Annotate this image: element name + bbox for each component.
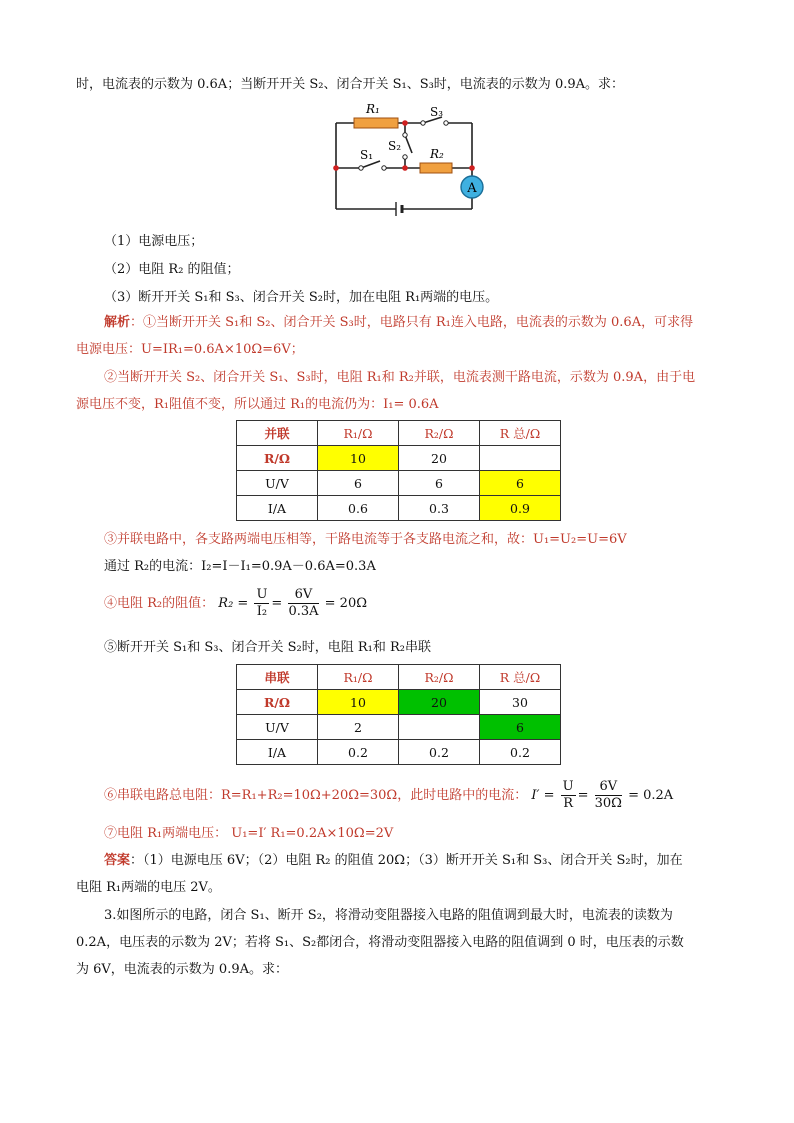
table-cell: 2	[318, 715, 399, 740]
table-cell	[399, 715, 480, 740]
answer-label: 答案	[104, 853, 131, 868]
table-header: R₂/Ω	[399, 421, 480, 446]
formula-result: = 0.2A	[628, 788, 674, 803]
table-cell: U/V	[237, 715, 318, 740]
table-cell: 20	[399, 446, 480, 471]
parallel-table	[236, 420, 561, 521]
label-r1: R₁	[366, 102, 380, 116]
analysis-label: 解析	[104, 315, 131, 330]
table-header: R₁/Ω	[318, 665, 399, 690]
intro-line: 时，电流表的示数为 0.6A；当断开开关 S₂、闭合开关 S₁、S₃时，电流表的示数为 0.9A。求：	[76, 77, 625, 92]
formula-prefix: ⑥串联电路总电阻：R=R₁+R₂=10Ω+20Ω=30Ω，此时电路中的电流：	[104, 788, 528, 803]
table-cell: 6	[480, 471, 561, 496]
table-header: R₁/Ω	[318, 421, 399, 446]
table-cell: 0.2	[399, 740, 480, 765]
analysis-line-1	[104, 313, 693, 333]
problem3-line-1: 3.如图所示的电路，闭合 S₁、断开 S₂，将滑动变阻器接入电路的阻值调到最大时，电流表的读数为	[104, 908, 673, 923]
table-cell: I/A	[237, 740, 318, 765]
label-s2: S₂	[388, 139, 402, 153]
table-cell: 0.3	[399, 496, 480, 521]
answer-line-1	[104, 851, 683, 871]
table-cell: 0.2	[480, 740, 561, 765]
problem3-line-2: 0.2A，电压表的示数为 2V；若将 S₁、S₂都闭合，将滑动变阻器接入电路的阻值调到 0 时，电压表的示数	[76, 935, 684, 950]
ammeter-label: A	[467, 181, 477, 196]
table-header: R 总/Ω	[480, 421, 561, 446]
analysis-line-3: ②当断开开关 S₂、闭合开关 S₁、S₃时，电阻 R₁和 R₂并联，电流表测干路电流，示数为 0.9A，由于电	[104, 370, 696, 385]
table-cell: 6	[318, 471, 399, 496]
table-cell: 10	[318, 690, 399, 715]
fraction: $\frac{U}{\text{I₂}}$	[256, 587, 268, 619]
table-header: R₂/Ω	[399, 665, 480, 690]
formula-lhs: I′ =	[531, 788, 555, 803]
analysis-line-7: ④电阻 R₂的阻值： R₂ = $\frac{U}{\text{I₂}}$ = $\frac{6V}{0.3A}$ = 20Ω	[104, 587, 368, 619]
analysis-line-8: ⑤断开开关 S₁和 S₃、闭合开关 S₂时，电阻 R₁和 R₂串联	[104, 640, 432, 655]
problem3-line-3: 为 6V，电流表的示数为 0.9A。求：	[76, 962, 288, 977]
label-r2: R₂	[430, 147, 444, 161]
table-cell: 30	[480, 690, 561, 715]
resistor-r2	[420, 163, 452, 173]
table-cell: 20	[399, 690, 480, 715]
table-cell: 0.9	[480, 496, 561, 521]
formula-lhs: R₂ =	[218, 596, 249, 611]
fraction: $\frac{6V}{30\Omega}$	[594, 779, 622, 811]
table-cell: 0.6	[318, 496, 399, 521]
table-cell: I/A	[237, 496, 318, 521]
answer-line-2: 电阻 R₁两端的电压 2V。	[76, 880, 221, 895]
table-cell: R/Ω	[237, 446, 318, 471]
analysis-text-1: ：①当断开开关 S₁和 S₂、闭合开关 S₃时，电路只有 R₁连入电路，电流表的示数为 0.6A，可求得	[130, 315, 694, 330]
answer-text-1: ：（1）电源电压 6V；（2）电阻 R₂ 的阻值 20Ω；（3）断开开关 S₁和 S₃、闭合开关 S₂时，加在	[130, 853, 683, 868]
table-header: R 总/Ω	[480, 665, 561, 690]
question-2: （2）电阻 R₂ 的阻值；	[104, 262, 240, 277]
fraction: $\frac{U}{R}$	[562, 779, 574, 811]
label-s1: S₁	[360, 148, 374, 162]
analysis-line-2: 电源电压：U=IR₁=0.6A×10Ω=6V；	[76, 342, 304, 357]
label-s3: S₃	[430, 105, 444, 119]
circuit-diagram	[320, 98, 490, 216]
table-cell: 6	[399, 471, 480, 496]
question-1: （1）电源电压；	[104, 234, 204, 249]
resistor-r1	[354, 118, 398, 128]
formula-prefix: ④电阻 R₂的阻值：	[104, 596, 215, 611]
table-cell	[480, 446, 561, 471]
analysis-line-9: ⑥串联电路总电阻：R=R₁+R₂=10Ω+20Ω=30Ω，此时电路中的电流： I′ = $\frac{U}{R}$ = $\frac{6V}{30\Omega}$ = 0.2A	[104, 779, 674, 811]
analysis-line-6: 通过 R₂的电流：I₂=I－I₁=0.9A－0.6A=0.3A	[104, 559, 376, 574]
table-cell: R/Ω	[237, 690, 318, 715]
formula-result: = 20Ω	[324, 596, 368, 611]
series-table	[236, 664, 561, 765]
table-header: 并联	[237, 421, 318, 446]
analysis-line-10: ⑦电阻 R₁两端电压： U₁=I′ R₁=0.2A×10Ω=2V	[104, 826, 394, 841]
fraction: $\frac{6V}{0.3A}$	[288, 587, 319, 619]
table-cell: 0.2	[318, 740, 399, 765]
analysis-line-4: 源电压不变，R₁阻值不变，所以通过 R₁的电流仍为：I₁= 0.6A	[76, 397, 439, 412]
table-cell: 6	[480, 715, 561, 740]
table-cell: U/V	[237, 471, 318, 496]
table-header: 串联	[237, 665, 318, 690]
question-3: （3）断开开关 S₁和 S₃、闭合开关 S₂时，加在电阻 R₁两端的电压。	[104, 290, 499, 305]
table-cell: 10	[318, 446, 399, 471]
analysis-line-5: ③并联电路中，各支路两端电压相等，干路电流等于各支路电流之和，故：U₁=U₂=U=6V	[104, 532, 627, 547]
